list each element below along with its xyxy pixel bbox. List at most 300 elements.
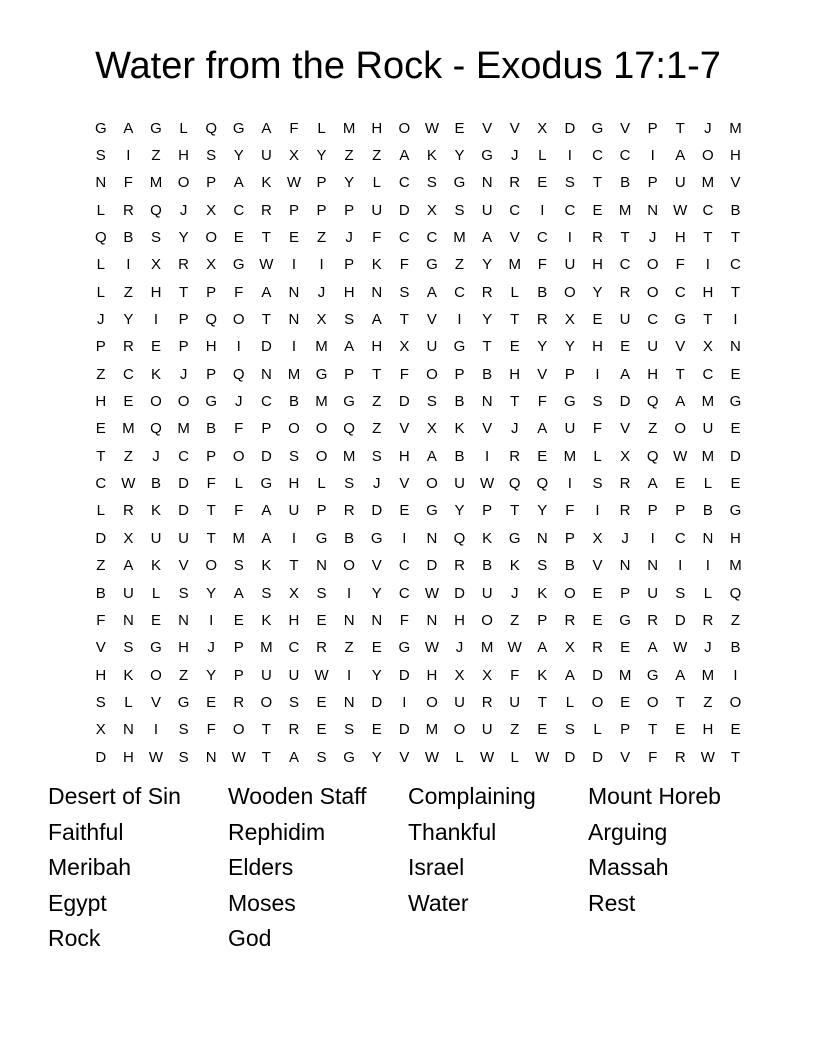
grid-letter[interactable]: V <box>178 557 189 575</box>
grid-letter[interactable]: H <box>371 338 383 356</box>
grid-letter[interactable]: W <box>259 256 274 274</box>
grid-letter[interactable]: A <box>647 475 658 493</box>
grid-letter[interactable]: D <box>454 584 465 602</box>
grid-letter[interactable]: S <box>564 721 575 739</box>
grid-letter[interactable]: U <box>371 201 383 219</box>
grid-letter[interactable]: H <box>178 639 189 657</box>
grid-letter[interactable]: I <box>126 147 131 165</box>
grid-letter[interactable]: N <box>481 393 493 411</box>
grid-letter[interactable]: I <box>319 256 324 274</box>
grid-letter[interactable]: O <box>674 420 687 438</box>
grid-letter[interactable]: D <box>371 502 383 520</box>
grid-letter[interactable]: T <box>206 502 216 520</box>
grid-letter[interactable]: O <box>426 475 438 493</box>
grid-letter[interactable]: M <box>480 639 494 657</box>
grid-letter[interactable]: F <box>289 119 299 137</box>
grid-letter[interactable]: S <box>206 147 217 165</box>
grid-letter[interactable]: O <box>398 119 411 137</box>
grid-letter[interactable]: M <box>149 174 163 192</box>
grid-letter[interactable]: T <box>399 311 409 329</box>
grid-letter[interactable]: P <box>482 502 493 520</box>
grid-letter[interactable]: E <box>592 611 603 629</box>
grid-letter[interactable]: Y <box>206 666 217 684</box>
grid-letter[interactable]: M <box>701 447 715 465</box>
grid-letter[interactable]: S <box>537 557 548 575</box>
grid-letter[interactable]: V <box>482 119 493 137</box>
grid-letter[interactable]: D <box>178 502 189 520</box>
grid-letter[interactable]: G <box>729 393 742 411</box>
grid-letter[interactable]: G <box>260 475 273 493</box>
grid-letter[interactable]: X <box>206 256 217 274</box>
grid-letter[interactable]: W <box>424 584 439 602</box>
grid-letter[interactable]: S <box>95 693 106 711</box>
grid-letter[interactable]: G <box>315 365 328 383</box>
grid-letter[interactable]: K <box>371 256 382 274</box>
grid-letter[interactable]: O <box>232 721 245 739</box>
grid-letter[interactable]: E <box>316 693 327 711</box>
grid-letter[interactable]: K <box>150 502 161 520</box>
grid-letter[interactable]: Q <box>94 229 107 247</box>
grid-letter[interactable]: T <box>261 748 271 766</box>
grid-letter[interactable]: H <box>343 283 355 301</box>
grid-letter[interactable]: B <box>288 393 299 411</box>
grid-letter[interactable]: K <box>261 174 272 192</box>
grid-letter[interactable]: H <box>95 393 107 411</box>
grid-letter[interactable]: L <box>510 748 519 766</box>
grid-letter[interactable]: D <box>426 557 438 575</box>
grid-letter[interactable]: U <box>481 201 493 219</box>
grid-letter[interactable]: G <box>177 693 190 711</box>
grid-letter[interactable]: L <box>317 119 326 137</box>
grid-letter[interactable]: M <box>260 639 273 657</box>
grid-letter[interactable]: T <box>675 365 685 383</box>
grid-letter[interactable]: V <box>399 748 410 766</box>
grid-letter[interactable]: F <box>96 611 106 629</box>
grid-letter[interactable]: R <box>481 283 493 301</box>
grid-letter[interactable]: P <box>233 639 244 657</box>
grid-letter[interactable]: D <box>674 611 686 629</box>
grid-letter[interactable]: A <box>482 229 493 247</box>
grid-letter[interactable]: M <box>342 119 356 137</box>
grid-letter[interactable]: O <box>177 393 190 411</box>
grid-letter[interactable]: H <box>674 229 686 247</box>
grid-letter[interactable]: Q <box>536 475 549 493</box>
grid-letter[interactable]: P <box>178 338 189 356</box>
grid-letter[interactable]: B <box>206 420 217 438</box>
grid-letter[interactable]: Y <box>123 311 134 329</box>
grid-letter[interactable]: E <box>371 721 382 739</box>
grid-letter[interactable]: H <box>509 365 521 383</box>
grid-letter[interactable]: N <box>730 338 741 356</box>
grid-letter[interactable]: Y <box>564 338 575 356</box>
grid-letter[interactable]: M <box>729 119 742 137</box>
grid-letter[interactable]: A <box>261 283 272 301</box>
grid-letter[interactable]: S <box>261 584 272 602</box>
grid-letter[interactable]: G <box>646 666 659 684</box>
grid-letter[interactable]: Z <box>372 393 382 411</box>
grid-letter[interactable]: F <box>592 420 603 438</box>
grid-letter[interactable]: R <box>122 201 134 219</box>
grid-letter[interactable]: Y <box>178 229 189 247</box>
grid-letter[interactable]: H <box>730 147 741 165</box>
grid-letter[interactable]: P <box>620 721 631 739</box>
grid-letter[interactable]: M <box>232 529 246 547</box>
grid-letter[interactable]: C <box>398 174 410 192</box>
grid-letter[interactable]: A <box>233 584 244 602</box>
grid-letter[interactable]: R <box>233 693 245 711</box>
grid-letter[interactable]: F <box>675 256 685 274</box>
grid-letter[interactable]: H <box>371 119 383 137</box>
grid-letter[interactable]: L <box>510 283 519 301</box>
grid-letter[interactable]: T <box>675 693 685 711</box>
grid-letter[interactable]: Y <box>316 147 327 165</box>
grid-letter[interactable]: N <box>122 721 134 739</box>
grid-letter[interactable]: P <box>620 584 631 602</box>
grid-letter[interactable]: O <box>646 256 659 274</box>
grid-letter[interactable]: S <box>123 639 134 657</box>
grid-letter[interactable]: P <box>288 201 299 219</box>
grid-letter[interactable]: L <box>96 502 105 520</box>
grid-letter[interactable]: S <box>316 748 327 766</box>
grid-letter[interactable]: O <box>343 557 355 575</box>
grid-letter[interactable]: C <box>702 201 714 219</box>
grid-letter[interactable]: I <box>153 721 159 739</box>
grid-letter[interactable]: F <box>206 721 216 739</box>
grid-letter[interactable]: J <box>704 119 712 137</box>
grid-letter[interactable]: W <box>507 639 522 657</box>
grid-letter[interactable]: P <box>316 502 327 520</box>
grid-letter[interactable]: T <box>730 283 741 301</box>
grid-letter[interactable]: E <box>620 693 631 711</box>
grid-letter[interactable]: N <box>371 611 383 629</box>
grid-letter[interactable]: G <box>481 147 493 165</box>
grid-letter[interactable]: V <box>426 311 437 329</box>
grid-letter[interactable]: H <box>205 338 217 356</box>
grid-letter[interactable]: Y <box>344 174 355 192</box>
grid-letter[interactable]: C <box>233 201 245 219</box>
grid-letter[interactable]: K <box>454 420 465 438</box>
grid-letter[interactable]: I <box>402 529 407 547</box>
grid-letter[interactable]: N <box>343 611 355 629</box>
grid-letter[interactable]: O <box>646 283 659 301</box>
grid-letter[interactable]: C <box>536 229 548 247</box>
grid-letter[interactable]: E <box>399 502 410 520</box>
grid-letter[interactable]: R <box>674 748 686 766</box>
grid-letter[interactable]: B <box>702 502 713 520</box>
grid-letter[interactable]: I <box>595 365 600 383</box>
grid-letter[interactable]: O <box>288 420 300 438</box>
grid-letter[interactable]: W <box>231 748 246 766</box>
grid-letter[interactable]: G <box>315 529 328 547</box>
grid-letter[interactable]: K <box>150 365 161 383</box>
grid-letter[interactable]: A <box>399 147 410 165</box>
grid-letter[interactable]: S <box>344 475 355 493</box>
grid-letter[interactable]: B <box>620 174 631 192</box>
grid-letter[interactable]: T <box>261 721 271 739</box>
grid-letter[interactable]: Y <box>537 338 548 356</box>
grid-letter[interactable]: P <box>564 365 575 383</box>
grid-letter[interactable]: P <box>178 311 189 329</box>
grid-letter[interactable]: F <box>648 748 658 766</box>
grid-letter[interactable]: E <box>620 338 631 356</box>
grid-letter[interactable]: V <box>371 557 382 575</box>
grid-letter[interactable]: F <box>565 502 575 520</box>
grid-letter[interactable]: C <box>288 639 300 657</box>
grid-letter[interactable]: I <box>347 584 352 602</box>
grid-letter[interactable]: E <box>288 229 299 247</box>
grid-letter[interactable]: O <box>453 721 466 739</box>
grid-letter[interactable]: Y <box>482 311 493 329</box>
grid-letter[interactable]: T <box>510 311 520 329</box>
grid-letter[interactable]: Y <box>592 283 603 301</box>
grid-letter[interactable]: Z <box>316 229 327 247</box>
grid-letter[interactable]: X <box>206 201 217 219</box>
grid-letter[interactable]: F <box>399 365 409 383</box>
grid-letter[interactable]: X <box>620 447 631 465</box>
grid-letter[interactable]: P <box>316 174 327 192</box>
grid-letter[interactable]: E <box>730 475 741 493</box>
grid-letter[interactable]: S <box>178 748 189 766</box>
grid-letter[interactable]: P <box>647 174 658 192</box>
grid-letter[interactable]: A <box>675 393 686 411</box>
grid-letter[interactable]: W <box>673 201 688 219</box>
grid-letter[interactable]: C <box>95 475 107 493</box>
grid-letter[interactable]: B <box>482 557 493 575</box>
grid-letter[interactable]: E <box>675 475 686 493</box>
grid-letter[interactable]: E <box>509 338 520 356</box>
grid-letter[interactable]: A <box>647 639 658 657</box>
grid-letter[interactable]: Q <box>729 584 742 602</box>
grid-letter[interactable]: E <box>730 420 741 438</box>
grid-letter[interactable]: N <box>178 611 189 629</box>
grid-letter[interactable]: R <box>178 256 189 274</box>
grid-letter[interactable]: G <box>453 338 466 356</box>
grid-letter[interactable]: J <box>152 447 160 465</box>
grid-letter[interactable]: O <box>205 557 217 575</box>
grid-letter[interactable]: G <box>205 393 217 411</box>
grid-letter[interactable]: I <box>678 557 683 575</box>
grid-letter[interactable]: G <box>94 119 107 137</box>
grid-letter[interactable]: I <box>650 529 655 547</box>
grid-letter[interactable]: O <box>177 174 190 192</box>
grid-letter[interactable]: O <box>315 447 328 465</box>
grid-letter[interactable]: M <box>342 447 356 465</box>
grid-letter[interactable]: R <box>260 201 272 219</box>
grid-letter[interactable]: J <box>621 529 629 547</box>
grid-letter[interactable]: I <box>291 338 297 356</box>
grid-letter[interactable]: F <box>123 174 133 192</box>
grid-letter[interactable]: T <box>592 174 603 192</box>
grid-letter[interactable]: X <box>592 529 603 547</box>
grid-letter[interactable]: H <box>454 611 465 629</box>
grid-letter[interactable]: N <box>426 529 438 547</box>
grid-letter[interactable]: S <box>426 174 437 192</box>
grid-letter[interactable]: B <box>123 229 134 247</box>
grid-letter[interactable]: X <box>426 420 437 438</box>
grid-letter[interactable]: J <box>317 283 326 301</box>
grid-letter[interactable]: L <box>124 693 133 711</box>
grid-letter[interactable]: U <box>564 420 576 438</box>
grid-letter[interactable]: F <box>206 475 216 493</box>
grid-letter[interactable]: M <box>425 721 439 739</box>
grid-letter[interactable]: Z <box>703 693 713 711</box>
grid-letter[interactable]: J <box>704 639 712 657</box>
grid-letter[interactable]: W <box>673 639 688 657</box>
grid-letter[interactable]: J <box>648 229 657 247</box>
grid-letter[interactable]: V <box>620 420 631 438</box>
grid-letter[interactable]: H <box>288 611 300 629</box>
grid-letter[interactable]: M <box>508 256 521 274</box>
grid-letter[interactable]: E <box>454 119 465 137</box>
grid-letter[interactable]: S <box>288 693 299 711</box>
grid-letter[interactable]: E <box>592 311 603 329</box>
grid-letter[interactable]: D <box>371 693 383 711</box>
grid-letter[interactable]: G <box>729 502 742 520</box>
grid-letter[interactable]: O <box>646 693 659 711</box>
grid-letter[interactable]: O <box>591 693 604 711</box>
grid-letter[interactable]: T <box>178 283 189 301</box>
grid-letter[interactable]: R <box>316 639 327 657</box>
grid-letter[interactable]: U <box>674 174 686 192</box>
grid-letter[interactable]: J <box>510 147 519 165</box>
grid-letter[interactable]: N <box>260 365 272 383</box>
grid-letter[interactable]: N <box>95 174 107 192</box>
grid-letter[interactable]: I <box>705 557 710 575</box>
grid-letter[interactable]: S <box>564 174 575 192</box>
grid-letter[interactable]: Z <box>344 639 354 657</box>
grid-letter[interactable]: K <box>426 147 437 165</box>
grid-letter[interactable]: I <box>567 147 572 165</box>
grid-letter[interactable]: V <box>730 174 741 192</box>
grid-letter[interactable]: R <box>288 721 300 739</box>
grid-letter[interactable]: T <box>261 311 271 329</box>
grid-letter[interactable]: J <box>179 201 188 219</box>
grid-letter[interactable]: C <box>178 447 189 465</box>
grid-letter[interactable]: J <box>235 393 243 411</box>
grid-letter[interactable]: H <box>398 447 410 465</box>
grid-letter[interactable]: F <box>537 256 547 274</box>
grid-letter[interactable]: X <box>537 119 548 137</box>
grid-letter[interactable]: B <box>482 365 493 383</box>
grid-letter[interactable]: M <box>287 365 301 383</box>
grid-letter[interactable]: K <box>537 666 548 684</box>
grid-letter[interactable]: M <box>315 393 328 411</box>
grid-letter[interactable]: M <box>563 447 577 465</box>
grid-letter[interactable]: V <box>592 557 603 575</box>
grid-letter[interactable]: A <box>261 502 272 520</box>
grid-letter[interactable]: C <box>398 584 410 602</box>
grid-letter[interactable]: U <box>481 721 493 739</box>
grid-letter[interactable]: B <box>454 447 465 465</box>
grid-letter[interactable]: C <box>702 365 714 383</box>
grid-letter[interactable]: I <box>291 529 297 547</box>
grid-letter[interactable]: M <box>701 393 715 411</box>
grid-letter[interactable]: U <box>619 311 631 329</box>
grid-letter[interactable]: X <box>702 338 713 356</box>
grid-letter[interactable]: Z <box>510 721 520 739</box>
grid-letter[interactable]: S <box>288 447 299 465</box>
grid-letter[interactable]: N <box>647 201 659 219</box>
grid-letter[interactable]: C <box>398 557 410 575</box>
grid-letter[interactable]: F <box>234 502 244 520</box>
grid-letter[interactable]: J <box>372 475 381 493</box>
grid-letter[interactable]: R <box>481 693 493 711</box>
grid-letter[interactable]: W <box>700 748 715 766</box>
grid-letter[interactable]: I <box>650 147 655 165</box>
grid-letter[interactable]: D <box>592 666 603 684</box>
grid-letter[interactable]: D <box>260 338 272 356</box>
grid-letter[interactable]: D <box>260 447 272 465</box>
grid-letter[interactable]: L <box>96 201 105 219</box>
grid-letter[interactable]: W <box>673 447 688 465</box>
grid-letter[interactable]: O <box>232 447 245 465</box>
grid-letter[interactable]: J <box>179 365 188 383</box>
grid-letter[interactable]: K <box>123 666 134 684</box>
grid-letter[interactable]: N <box>619 557 631 575</box>
grid-letter[interactable]: F <box>510 666 520 684</box>
grid-letter[interactable]: E <box>316 721 327 739</box>
grid-letter[interactable]: T <box>620 229 630 247</box>
grid-letter[interactable]: D <box>398 666 410 684</box>
grid-letter[interactable]: W <box>314 666 329 684</box>
grid-letter[interactable]: Y <box>454 147 465 165</box>
grid-letter[interactable]: J <box>207 639 215 657</box>
grid-letter[interactable]: A <box>564 666 575 684</box>
grid-letter[interactable]: B <box>537 283 548 301</box>
grid-letter[interactable]: H <box>426 666 438 684</box>
grid-letter[interactable]: G <box>508 529 521 547</box>
grid-letter[interactable]: L <box>593 721 602 739</box>
grid-letter[interactable]: A <box>344 338 355 356</box>
grid-letter[interactable]: D <box>619 393 631 411</box>
grid-letter[interactable]: U <box>178 529 189 547</box>
grid-letter[interactable]: M <box>177 420 190 438</box>
grid-letter[interactable]: T <box>510 393 520 411</box>
grid-letter[interactable]: W <box>535 748 550 766</box>
grid-letter[interactable]: P <box>647 119 658 137</box>
grid-letter[interactable]: A <box>426 447 437 465</box>
grid-letter[interactable]: I <box>209 611 214 629</box>
grid-letter[interactable]: X <box>288 147 299 165</box>
grid-letter[interactable]: Q <box>232 365 245 383</box>
grid-letter[interactable]: A <box>537 420 548 438</box>
grid-letter[interactable]: O <box>150 393 162 411</box>
grid-letter[interactable]: X <box>150 256 161 274</box>
grid-letter[interactable]: Z <box>178 666 189 684</box>
grid-letter[interactable]: X <box>95 721 106 739</box>
grid-letter[interactable]: F <box>399 256 409 274</box>
grid-letter[interactable]: Z <box>454 256 465 274</box>
grid-letter[interactable]: G <box>150 119 162 137</box>
grid-letter[interactable]: R <box>536 311 548 329</box>
grid-letter[interactable]: A <box>675 147 686 165</box>
grid-letter[interactable]: A <box>426 283 437 301</box>
grid-letter[interactable]: W <box>286 174 302 192</box>
grid-letter[interactable]: I <box>457 311 462 329</box>
grid-letter[interactable]: Z <box>372 147 382 165</box>
grid-letter[interactable]: Z <box>151 147 161 165</box>
grid-letter[interactable]: S <box>371 447 382 465</box>
grid-letter[interactable]: U <box>647 584 659 602</box>
grid-letter[interactable]: N <box>122 611 134 629</box>
grid-letter[interactable]: O <box>150 666 162 684</box>
grid-letter[interactable]: C <box>730 256 741 274</box>
grid-letter[interactable]: H <box>730 529 741 547</box>
grid-letter[interactable]: A <box>261 529 272 547</box>
grid-letter[interactable]: T <box>703 229 713 247</box>
grid-letter[interactable]: Y <box>537 502 548 520</box>
grid-letter[interactable]: I <box>347 666 352 684</box>
